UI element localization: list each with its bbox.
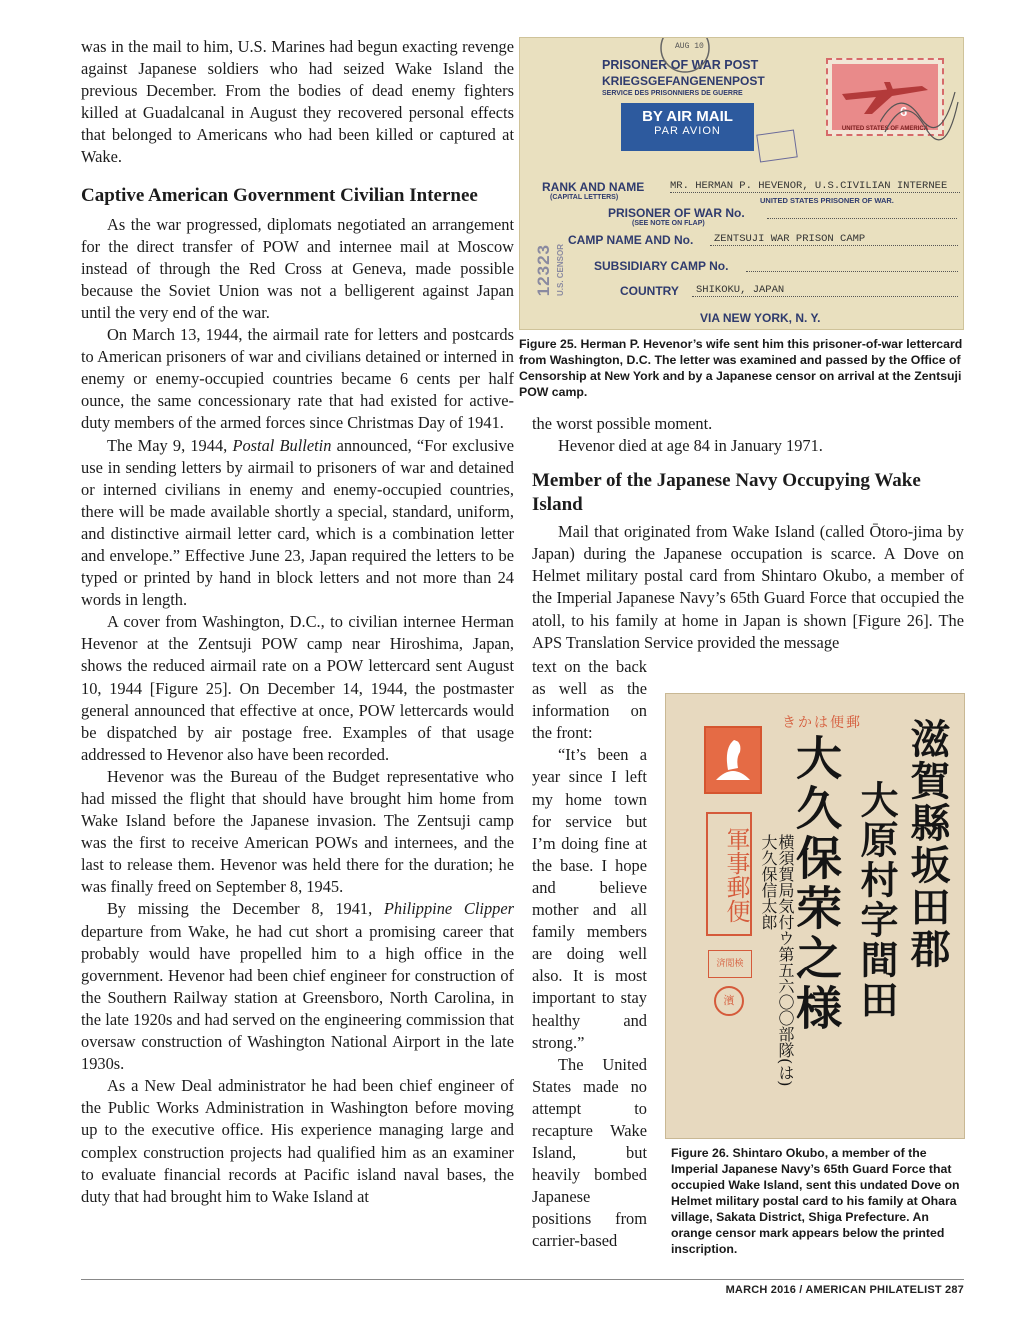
camp-label: CAMP NAME AND No. — [568, 233, 694, 247]
par-avion-text: PAR AVION — [654, 125, 721, 137]
address-village: 大原村字間田 — [854, 780, 899, 1020]
field-line — [746, 271, 958, 272]
via-new-york: VIA NEW YORK, N. Y. — [700, 311, 821, 325]
orange-censor-mark: 済閲検 — [708, 950, 752, 978]
field-line — [670, 192, 960, 193]
paragraph-intro: was in the mail to him, U.S. Marines had begun exacting revenge against Japanese soldiers who had seized Wake Island the previous December. From the bodies of dead enemy fighters killed at Guadalcanal in August they recovered personal effects that belonged to Americans who had been killed or captured at Wake. — [81, 37, 514, 167]
paragraph-clipper — [81, 898, 514, 1075]
figure-26-postal-card — [665, 693, 965, 1139]
paragraph-hevenor-death: Hevenor died at age 84 in January 1971. — [558, 436, 823, 456]
aircraft-name: Philippine Clipper — [383, 899, 514, 919]
left-column — [81, 36, 514, 1208]
section-heading-captive: Captive American Government Civilian Internee — [81, 184, 478, 206]
paragraph-postal-bulletin — [81, 435, 514, 612]
pow-post-header: PRISONER OF WAR POST — [602, 58, 759, 72]
text-run: The May 9, 1944, — [107, 435, 233, 455]
address-prefecture: 滋賀縣坂田郡 — [904, 718, 951, 970]
field-line — [767, 218, 957, 219]
paragraph-text-on-back: text on the back as well as the information on the front: — [532, 657, 647, 743]
us-censor-mark — [534, 244, 570, 324]
pow-number-label: PRISONER OF WAR No. — [608, 206, 745, 220]
paragraph-no-attempt: The United States made no attempt to recapture Wake Island, but heavily bombed Japanese positions from carrier-based — [532, 1054, 647, 1251]
airmail-text: BY AIR MAIL — [642, 108, 733, 125]
dove-on-helmet-indicium — [704, 726, 762, 794]
subsidiary-camp-label: SUBSIDIARY CAMP No. — [594, 259, 729, 273]
censor-number: 12323 — [534, 244, 553, 297]
paragraph-diplomats: As the war progressed, diplomats negotiated an arrangement for the direct transfer of POW and internee mail at Moscow instead of through the Red Cross at Geneva, made possible because the Soviet Union was not a belligerent against Japan until the very end of the war. — [81, 214, 514, 322]
card-header-text: きかは便郵 — [782, 715, 862, 731]
paragraph-wake-mail: Mail that originated from Wake Island (called Ōtoro-jima by Japan) during the Japanese occupation is scarce. A Dove on Helmet military postal card from Shintaro Okubo, a member of the Imperial Japanese Navy’s 65th Guard Force that occupied the atoll, to his family at home in Japan is shown [Figure 26]. The APS Translation Service provided the message — [532, 522, 964, 652]
figure-26-caption: Figure 26. Shintaro Okubo, a member of the Imperial Japanese Navy’s 65th Guard Force that occupied Wake Island, sent this undated Dove on Helmet military postal card to his family at Ohara village, Sakata District, Shiga Prefecture. An orange censor mark appears below the printed inscription. — [671, 1146, 960, 1256]
paragraph-hevenor: Hevenor was the Bureau of the Budget representative who had missed the flight that should have brought him home from Wake Island before the Japanese invasion. The Zentsuji camp was the first to receive American POWs and internees, and the last to release them. Hevenor was held there for the duration; he was finally freed on September 8, 1945. — [81, 766, 514, 897]
recipient-name: 大久保荣之様 — [789, 734, 843, 1034]
text-run: announced, “For exclusive use in sending letters by airmail to prisoners of war and detained or interned civilians in enemy and enemy-occupied countries, there will be made available shortly a special, standard, uniform, and distinctive airmail letter card, which is a combination letter and envelope.” Effective June 23, Japan required the letters to be typed or printed by hand in block letters and not more than 24 words in length. — [81, 435, 514, 610]
rank-label: RANK AND NAME — [542, 180, 645, 194]
figure-25-caption: Figure 25. Herman P. Hevenor’s wife sent him this prisoner-of-war lettercard from Washington, D.C. The letter was examined and passed by the Office of Censorship at New York and by a Japanese censor on arrival at the Zentsuji POW camp. — [519, 337, 963, 399]
section-heading-japanese-navy: Member of the Japanese Navy Occupying Wake Island — [532, 470, 921, 516]
stamp-value: 6 — [900, 104, 908, 119]
kriegs-header: KRIEGSGEFANGENENPOST — [602, 74, 765, 88]
country-value: SHIKOKU, JAPAN — [696, 284, 785, 296]
paragraph-worst-moment: the worst possible moment. — [532, 414, 713, 433]
airmail-label — [621, 103, 754, 151]
paragraph-cover: A cover from Washington, D.C., to civilian internee Herman Hevenor at the Zentsuji POW camp near Hiroshima, Japan, shows the reduced airmail rate on a POW lettercard sent August 10, 1944 [Figure 25]. On December 14, 1944, the postmaster general announced that effective at once, POW lettercards would be dispatched by air postage free. Examples of that usage addressed to Hevenor also have been recorded. — [81, 612, 514, 764]
pow-number-sublabel: (SEE NOTE ON FLAP) — [632, 220, 705, 227]
text-run: By missing the December 8, 1941, — [107, 899, 384, 919]
stamp-country: UNITED STATES OF AMERICA — [841, 126, 929, 132]
japanese-censor-mark — [756, 129, 798, 162]
text-run: departure from Wake, he had cut short a promising career that probably would have propelled him to a high office in the government. Hevenor had been chief engineer for construction of the Southern Railway station at Greensboro, North Carolina, in the late 1920s and had served on the engineering commission that oversaw construction of Washington National Airport in the late 1930s. — [81, 921, 514, 1074]
page-footer: MARCH 2016 / AMERICAN PHILATELIST 287 — [725, 1284, 964, 1296]
right-column — [532, 413, 964, 654]
sender-seal: 濱 — [714, 986, 744, 1016]
figure-25-lettercard — [519, 37, 964, 330]
rank-sublabel: (CAPITAL LETTERS) — [550, 194, 619, 201]
field-line — [710, 245, 958, 246]
dove-helmet-icon — [706, 728, 760, 792]
field-line — [692, 296, 958, 297]
cancel-lines-icon — [880, 82, 960, 142]
military-mail-box: 軍事郵便 — [706, 812, 752, 936]
footer-rule — [81, 1279, 964, 1280]
service-header: SERVICE DES PRISONNIERS DE GUERRE — [602, 90, 743, 97]
paragraph-new-deal: As a New Deal administrator he had been chief engineer of the Public Works Administration in Washington before moving up to the executive office. His experience managing large and complex construction projects had qualified him as an examiner to evaluate financial records at Pacific island naval bases, the duty that had brought him to Wake Island at — [81, 1076, 514, 1206]
paragraph-airmail-rate: On March 13, 1944, the airmail rate for letters and postcards to American prisoners of war and civilians detained or interned in enemy or enemy-occupied countries became 6 cents per half ounce, the same concessionary rate that had existed for active-duty members of the armed forces since Christmas Day of 1941. — [81, 325, 514, 433]
postmark-circle-icon — [650, 38, 720, 88]
us-prisoner-label: UNITED STATES PRISONER OF WAR. — [760, 196, 894, 205]
publication-title: Postal Bulletin — [232, 435, 332, 455]
country-label: COUNTRY — [620, 284, 679, 298]
sender-address: 横須賀局気付ウ第五六〇〇部隊(は)大久保信太郎 — [759, 834, 795, 1087]
narrow-column — [532, 656, 647, 1253]
postmark: AUG 10 — [675, 42, 704, 51]
paragraph-quote: “It’s been a year since I left my home town for service but I’m doing fine at the base. I hope and believe mother and all family members are doing well also. It is most important to stay healthy and strong.” — [532, 745, 647, 1052]
camp-value: ZENTSUJI WAR PRISON CAMP — [714, 233, 866, 245]
censor-word: U.S. CENSOR — [556, 244, 565, 297]
rank-value: MR. HERMAN P. HEVENOR, U.S.CIVILIAN INTERNEE — [670, 180, 948, 192]
